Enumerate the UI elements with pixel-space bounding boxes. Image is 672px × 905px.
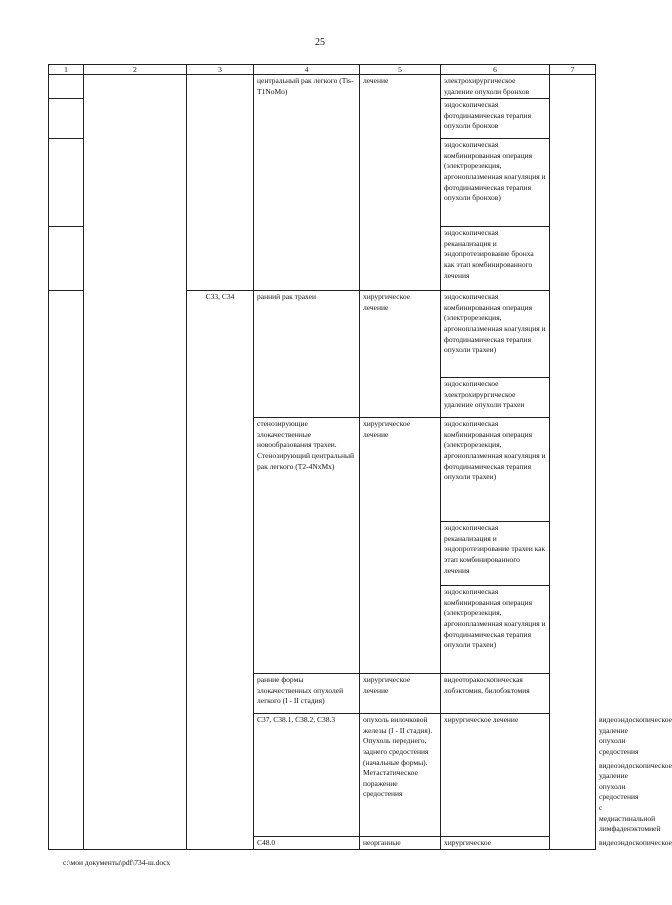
- table-cell: опухоль вилочковой железы (I - II стадия). Опухоль переднего, заднего средостения (начальные формы). Метастатическое поражение средостения: [360, 714, 441, 837]
- table-cell: неорганные: [360, 836, 441, 850]
- table-cell: [187, 75, 254, 291]
- table-cell: C37, C38.1, C38.2, C38.3: [254, 714, 360, 837]
- table-cell: [49, 227, 84, 291]
- table-cell: [49, 75, 84, 99]
- table-cell: хирургическое лечение: [360, 418, 441, 674]
- table-cell: C33, C34: [187, 291, 254, 850]
- column-number: 4: [254, 65, 360, 75]
- table-cell: электрохирургическое удаление опухоли бронхов: [441, 75, 550, 99]
- table-cell: ранние формы злокачественных опухолей легкого (I - II стадия): [254, 674, 360, 714]
- table-cell: [49, 99, 84, 139]
- table-cell: [550, 75, 596, 850]
- table-row: C37, C38.1, C38.2, C38.3 опухоль вилочковой железы (I - II стадия). Опухоль переднего, заднего средостения (начальные формы). Метастатическое поражение средостения хирургическое лечение видеоэндоскопическое удаление опухоли средостения: [49, 714, 596, 759]
- table-cell: эндоскопическая комбинированная операция (электрорезекция, аргоноплазменная коагуляция и фотодинамическая терапия опухоли трахеи): [441, 418, 550, 522]
- column-number: 5: [360, 65, 441, 75]
- column-number: 6: [441, 65, 550, 75]
- table-cell: стенозирующие злокачественные новообразования трахеи. Стенозирующий центральный рак легкого (T2-4NxMx): [254, 418, 360, 674]
- procedures-table: [48, 64, 672, 850]
- table-cell: видеоторакоскопическая лобэктомия, билобэктомия: [441, 674, 550, 714]
- table-row: C48.0 неорганные хирургическое видеоэндоскопическое: [49, 836, 596, 850]
- column-number: 3: [187, 65, 254, 75]
- page-number: 25: [315, 37, 325, 48]
- table-cell: эндоскопическая фотодинамическая терапия опухоли бронхов: [441, 99, 550, 139]
- table-cell: хирургическое лечение: [441, 714, 550, 837]
- table-cell: центральный рак легкого (Tis-T1NoMo): [254, 75, 360, 291]
- table-cell: эндоскопическая комбинированная операция (электрорезекция, аргоноплазменная коагуляция и фотодинамическая терапия опухоли трахеи): [441, 291, 550, 378]
- table-cell: ранний рак трахеи: [254, 291, 360, 418]
- table-row: [49, 75, 596, 99]
- file-path-footer: c:\мои документы\pdf\734-ш.docx: [63, 858, 171, 867]
- table-cell: эндоскопическая реканализация и эндопротезирование трахеи как этап комбинированного лечения: [441, 522, 550, 586]
- table-cell: хирургическое: [441, 836, 550, 850]
- table-cell: эндоскопическая комбинированная операция (электрорезекция, аргоноплазменная коагуляция и фотодинамическая терапия опухоли трахеи): [441, 586, 550, 674]
- table-cell: [84, 75, 187, 850]
- table-row: видеоэндоскопическое удаление опухоли средостения с медиастинальной лимфаденэктомией: [599, 760, 672, 834]
- column-number: 2: [84, 65, 187, 75]
- column-number: 7: [550, 65, 596, 75]
- table-cell: эндоскопическая комбинированная операция (электрорезекция, аргоноплазменная коагуляция и фотодинамическая терапия опухоли бронхов): [441, 139, 550, 227]
- table-cell: C48.0: [254, 836, 360, 850]
- column-number: 1: [49, 65, 84, 75]
- table-cell: эндоскопическая реканализация и эндопротезирование бронха как этап комбинированного лечения: [441, 227, 550, 291]
- table-cell: [49, 139, 84, 227]
- table-cell: хирургическое лечение: [360, 674, 441, 714]
- table-cell: эндоскопическое электрохирургическое удаление опухоли трахеи: [441, 378, 550, 418]
- table-cell: лечение: [360, 75, 441, 291]
- table-cell: хирургическое лечение: [360, 291, 441, 418]
- column-number-row: [49, 65, 596, 75]
- table-cell: [49, 291, 84, 850]
